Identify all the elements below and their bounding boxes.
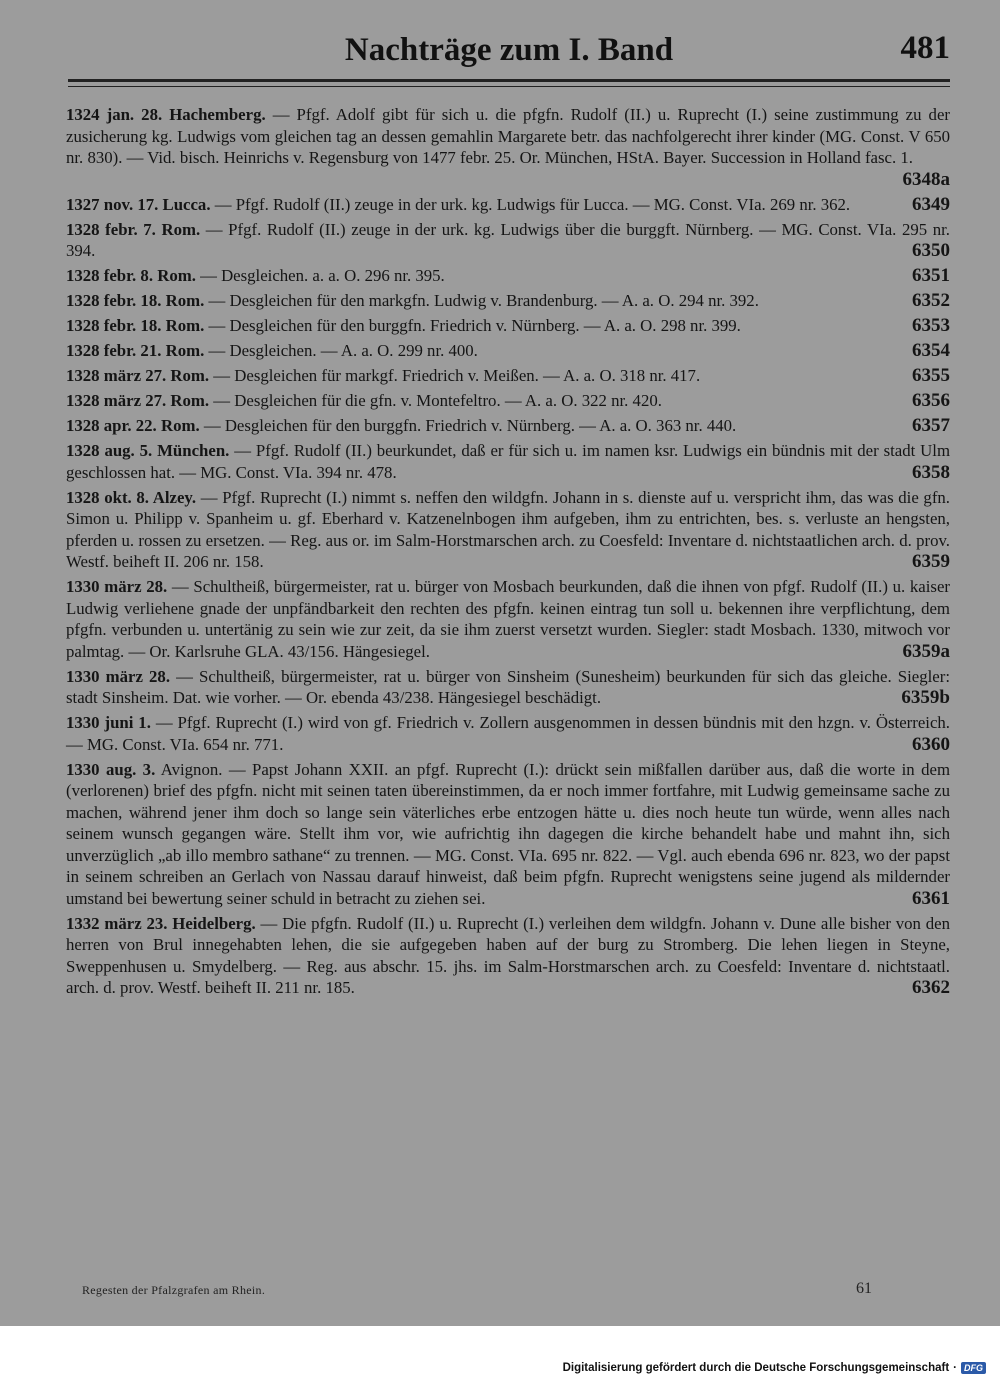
regest-entry: [66, 365, 950, 387]
entry-number: 6351: [912, 265, 950, 286]
entry-number: 6359a: [902, 640, 950, 662]
entry-number: 6358: [912, 461, 950, 483]
entry-text: — Desgleichen für den markgfn. Ludwig v. Brandenburg. — A. a. O. 294 nr. 392.: [204, 291, 759, 310]
header-rule-thin: [68, 86, 950, 87]
regest-entry: [66, 194, 950, 216]
footer-series-title: Regesten der Pfalzgrafen am Rhein.: [82, 1283, 266, 1297]
regest-entry: [66, 440, 950, 483]
entry-text: — Schultheiß, bürgermeister, rat u. bürger von Sinsheim (Sunesheim) beurkunden für sich das gleiche. Siegler: stadt Sinsheim. Dat. wie vorher. — Or. ebenda 43/238. Hängesiegel beschädigt.: [66, 666, 950, 707]
entry-text: — Schultheiß, bürgermeister, rat u. bürger von Mosbach beurkunden, daß die ihnen von pfgf. Rudolf (II.) u. kaiser Ludwig verliehene gnade der unpfändbarkeit den rechten des pfgfn. keinen eintrag tun soll u. bekennen ihre verpflichtung, dem pfgfn. verbunden u. untertänig zu sein wie zur zeit, da sie ihm zuerst versetzt wurden. Siegler: stadt Mosbach. 1330, mitwoch vor palmtag. — Or. Karlsruhe GLA. 43/156. Hängesiegel.: [66, 577, 950, 661]
entry-number: 6348a: [902, 168, 950, 190]
regest-entry: [66, 487, 950, 573]
entry-text: — Desgleichen. — A. a. O. 299 nr. 400.: [204, 341, 478, 360]
footer-sheet-number: 61: [856, 1280, 872, 1297]
entry-text: — Pfgf. Rudolf (II.) beurkundet, daß er für sich u. im namen ksr. Ludwigs ein bündnis mit der stadt Ulm geschlossen hat. — MG. Const. VIa. 394 nr. 478.: [66, 441, 950, 482]
entry-heading: 1330 aug. 3.: [66, 759, 156, 779]
regest-entry: [66, 576, 950, 662]
regest-entry: [66, 712, 950, 755]
page-number: 481: [900, 30, 950, 66]
entry-number: 6360: [912, 733, 950, 755]
entry-heading: 1330 märz 28.: [66, 666, 171, 686]
regest-entry: [66, 290, 950, 312]
regest-entry: [66, 666, 950, 709]
entry-heading: 1328 apr. 22. Rom.: [66, 416, 200, 435]
entry-number: 6356: [912, 390, 950, 411]
entry-text: — Die pfgfn. Rudolf (II.) u. Ruprecht (I.) verleihen dem wildgfn. Johann v. Dune alle bisher von den herren von Brul innegehabten lehen, die sie aufgegeben haben auf der burg zu Stromberg. Die lehen liegen in Steyne, Sweppenhusen u. Smydelberg. — Reg. aus abschr. 15. jhs. im Salm-Horstmarschen arch. zu Coesfeld: Inventare d. nichtstaatl. arch. d. prov. Westf. beiheft II. 211 nr. 185.: [66, 913, 950, 997]
regest-entry: [66, 759, 950, 910]
regest-entry: [66, 913, 950, 999]
entry-number: 6352: [912, 290, 950, 311]
entry-heading: 1328 märz 27. Rom.: [66, 366, 210, 385]
entry-heading: 1328 febr. 18. Rom.: [66, 291, 205, 310]
entry-heading: 1330 juni 1.: [66, 713, 151, 732]
page-header: [68, 28, 950, 78]
page-title: Nachträge zum I. Band: [344, 32, 674, 68]
dfg-logo-icon: DFG: [961, 1362, 986, 1374]
entry-text: — Desgleichen für den burggfn. Friedrich v. Nürnberg. — A. a. O. 298 nr. 399.: [204, 316, 741, 335]
entry-text: — Desgleichen für markgf. Friedrich v. Meißen. — A. a. O. 318 nr. 417.: [209, 366, 701, 385]
regest-entry: [66, 340, 950, 362]
regest-entry: [66, 315, 950, 337]
entry-heading: 1330 märz 28.: [66, 577, 168, 596]
entry-number: 6353: [912, 315, 950, 336]
entry-text: — Pfgf. Adolf gibt für sich u. die pfgfn. Rudolf (II.) u. Ruprecht (I.) seine zustimmung zu der zusicherung kg. Ludwigs vom gleichen tag an dessen gemahlin Margarete betr. das nachfolgerecht ihrer kinder (MG. Const. V 650 nr. 830). — Vid. bisch. Heinrichs v. Regensburg von 1477 febr. 25. Or. München, HStA. Bayer. Succession in Holland fasc. 1.: [66, 105, 950, 167]
entry-number: 6354: [912, 340, 950, 361]
regest-entry: [66, 415, 950, 437]
entry-text: — Desgleichen für die gfn. v. Montefeltro. — A. a. O. 322 nr. 420.: [209, 391, 662, 410]
entry-heading: 1332 märz 23. Heidelberg.: [66, 913, 256, 933]
entry-text: — Pfgf. Rudolf (II.) zeuge in der urk. kg. Ludwigs für Lucca. — MG. Const. VIa. 269 nr. 362.: [210, 194, 851, 214]
entry-number: 6349: [912, 193, 950, 215]
entry-heading: 1327 nov. 17. Lucca.: [66, 194, 211, 214]
entry-heading: 1328 febr. 7. Rom.: [66, 219, 201, 239]
entry-number: 6359: [912, 551, 950, 572]
entry-number: 6355: [912, 365, 950, 386]
regest-entry: [66, 104, 950, 190]
entry-text: — Desgleichen für den burggfn. Friedrich v. Nürnberg. — A. a. O. 363 nr. 440.: [199, 416, 737, 435]
entry-heading: 1328 märz 27. Rom.: [66, 391, 210, 410]
header-rule-thick: [68, 79, 950, 82]
entry-heading: 1324 jan. 28. Hachemberg.: [66, 105, 266, 124]
dfg-credit-text: Digitalisierung gefördert durch die Deutsche Forschungsgemeinschaft: [562, 1362, 950, 1374]
regest-list: [66, 104, 950, 1002]
entry-text: — Pfgf. Ruprecht (I.) nimmt s. neffen den wildgfn. Johann in s. dienste auf u. verspricht ihm, das was die gfn. Simon u. Philipp v. Spanheim u. gf. Eberhard v. Katzenelnbogen ihm aufgeben, ihm zu entrichten, bes. s. verluste an hengsten, pferden u. rossen zu ersetzen. — Reg. aus or. im Salm-Horstmarschen arch. zu Coesfeld: Inventare d. nichtstaatlichen arch. d. prov. Westf. beiheft II. 206 nr. 158.: [66, 487, 950, 571]
entry-text: — Desgleichen. a. a. O. 296 nr. 395.: [195, 266, 445, 285]
entry-text: — Pfgf. Rudolf (II.) zeuge in der urk. kg. Ludwigs über die burggft. Nürnberg. — MG. Const. VIa. 295 nr. 394.: [66, 219, 950, 260]
entry-heading: 1328 febr. 8. Rom.: [66, 266, 196, 285]
entry-text: — Pfgf. Ruprecht (I.) wird von gf. Friedrich v. Zollern ausgenommen in dessen bündnis mit den hzgn. v. Österreich. — MG. Const. VIa. 654 nr. 771.: [66, 713, 950, 754]
regest-entry: [66, 265, 950, 287]
entry-heading: 1328 febr. 21. Rom.: [66, 341, 205, 360]
entry-heading: 1328 okt. 8. Alzey.: [66, 487, 197, 507]
entry-text: Avignon. — Papst Johann XXII. an pfgf. Ruprecht (I.): drückt sein mißfallen darüber aus, daß die worte in dem (verlorenen) brief des pfgfn. nicht mit seinen taten übereinstimmen, da er noch immer fortfahre, mit Ludwig gemeinsame sache zu machen, während jener ihm doch so lange sein väterliches erbe entzogen hätte u. dies noch heute tun würde, wenn alles nach seinem wunsch gegangen wäre. Stellt ihm vor, wie aufrichtig ihn dagegen die kirche behandelt habe und mahnt ihn, sich unverzüglich „ab illo membro sathane“ zu trennen. — MG. Const. VIa. 695 nr. 822. — Vgl. auch ebenda 696 nr. 823, wo der papst in seinem schreiben an Gerlach von Nassau darauf hinweist, daß beim pfgfn. Ruprecht wenigstens seine jugend als mildernder umstand bei bewertung seiner schuld in betracht zu ziehen sei.: [66, 759, 950, 908]
entry-number: 6359b: [901, 687, 950, 708]
entry-number: 6350: [912, 240, 950, 261]
entry-heading: 1328 febr. 18. Rom.: [66, 316, 205, 335]
entry-heading: 1328 aug. 5. München.: [66, 441, 230, 460]
regest-entry: [66, 390, 950, 412]
dfg-credit: Digitalisierung gefördert durch die Deutsche Forschungsgemeinschaft · DFG: [563, 1362, 986, 1374]
entry-number: 6361: [912, 887, 950, 909]
entry-number: 6362: [912, 977, 950, 998]
regest-entry: [66, 219, 950, 262]
entry-number: 6357: [912, 415, 950, 436]
